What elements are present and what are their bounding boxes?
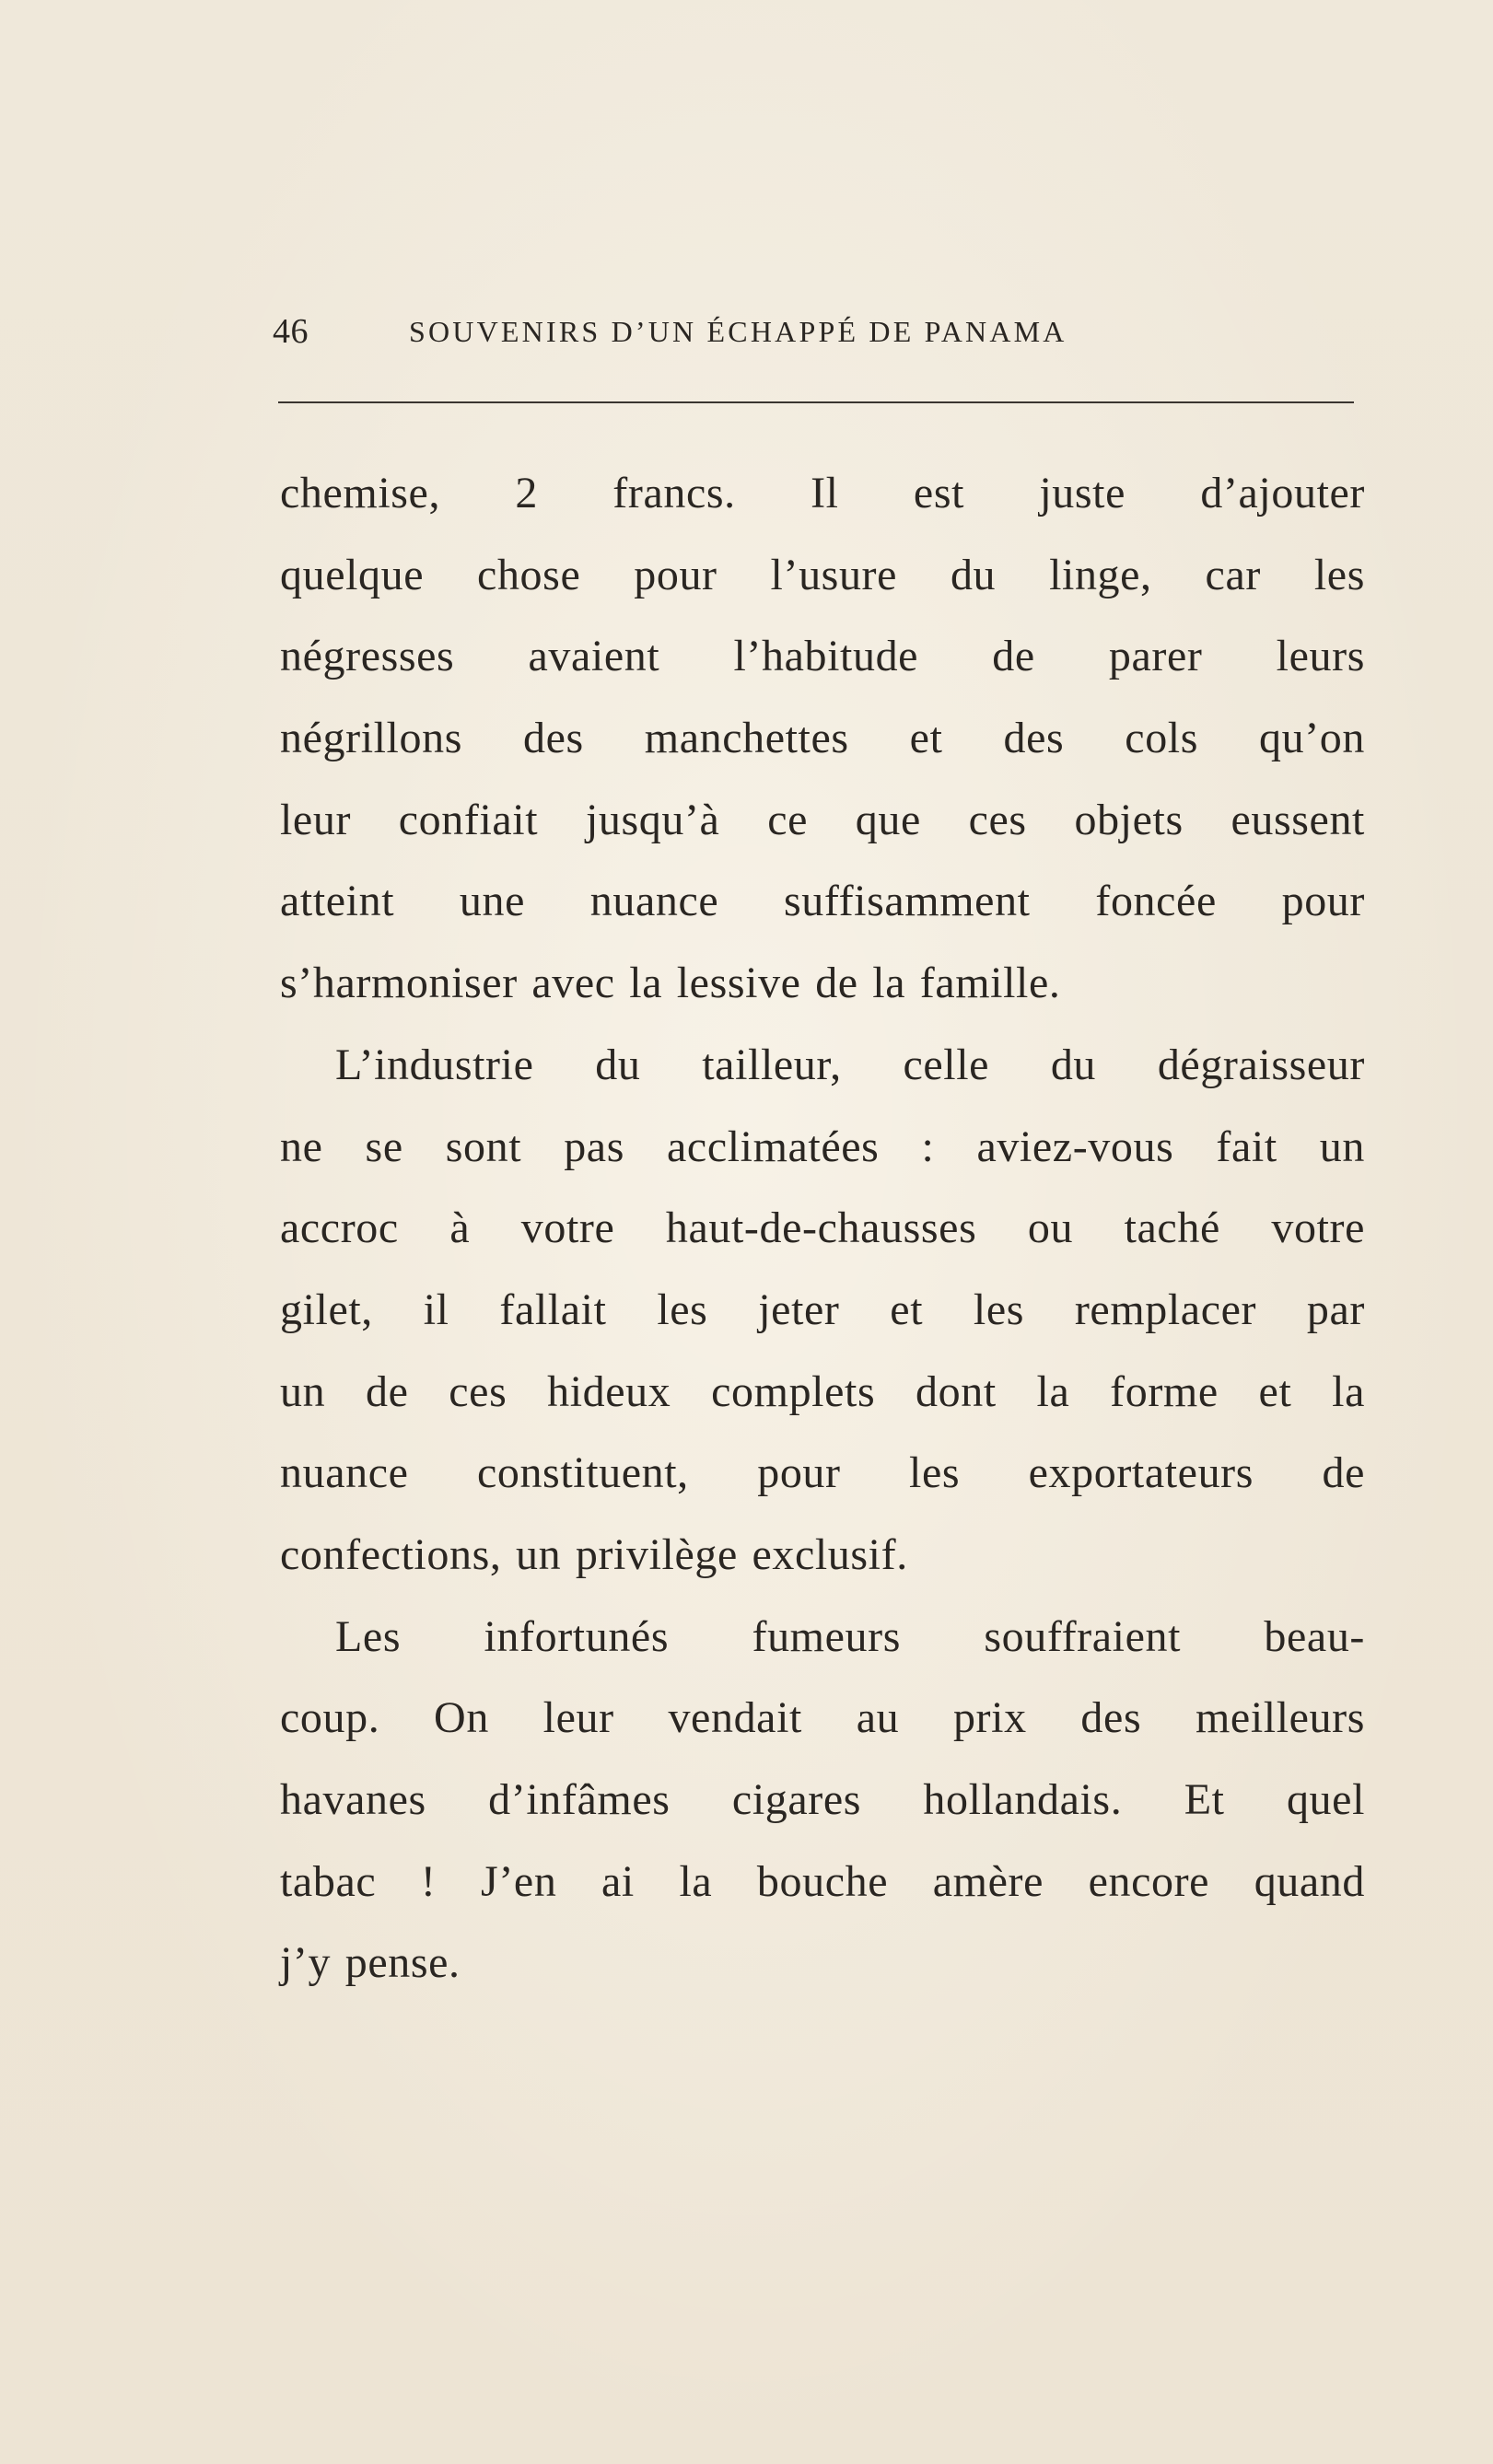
header-rule <box>278 401 1354 403</box>
text-line: un de ces hideux complets dont la forme et la <box>280 1366 1365 1416</box>
text-line: nuance constituent, pour les exportateurs de <box>280 1448 1365 1498</box>
text-line: Les infortunés fumeurs souffraient beau- <box>335 1611 1365 1661</box>
text-line: coup. On leur vendait au prix des meilleurs <box>280 1693 1365 1743</box>
text-line: leur confiait jusqu’à ce que ces objets eussent <box>280 795 1365 844</box>
text-line: L’industrie du tailleur, celle du dégraisseur <box>335 1040 1365 1089</box>
text-line: atteint une nuance suffisamment foncée pour <box>280 877 1365 926</box>
text-line: tabac ! J’en ai la bouche amère encore quand <box>280 1856 1365 1906</box>
body-text <box>280 453 1365 2005</box>
text-line: chemise, 2 francs. Il est juste d’ajouter <box>280 469 1365 517</box>
page-header <box>273 311 1231 366</box>
text-line: accroc à votre haut-de-chausses ou taché votre <box>280 1203 1365 1253</box>
text-line: confections, un privilège exclusif. <box>280 1529 908 1579</box>
text-line: gilet, il fallait les jeter et les remplacer par <box>280 1284 1365 1334</box>
text-line: quelque chose pour l’usure du linge, car les <box>280 550 1365 599</box>
text-line: négrillons des manchettes et des cols qu’on <box>280 714 1365 763</box>
text-line: s’harmoniser avec la lessive de la famille. <box>280 959 1061 1008</box>
running-title: SOUVENIRS D’UN ÉCHAPPÉ DE PANAMA <box>409 315 1067 348</box>
text-line: ne se sont pas acclimatées : aviez-vous fait un <box>280 1122 1365 1171</box>
text-line: havanes d’infâmes cigares hollandais. Et quel <box>280 1775 1365 1824</box>
text-line: négresses avaient l’habitude de parer leurs <box>280 632 1365 681</box>
text-line: j’y pense. <box>280 1938 461 1988</box>
page-number: 46 <box>273 312 309 351</box>
